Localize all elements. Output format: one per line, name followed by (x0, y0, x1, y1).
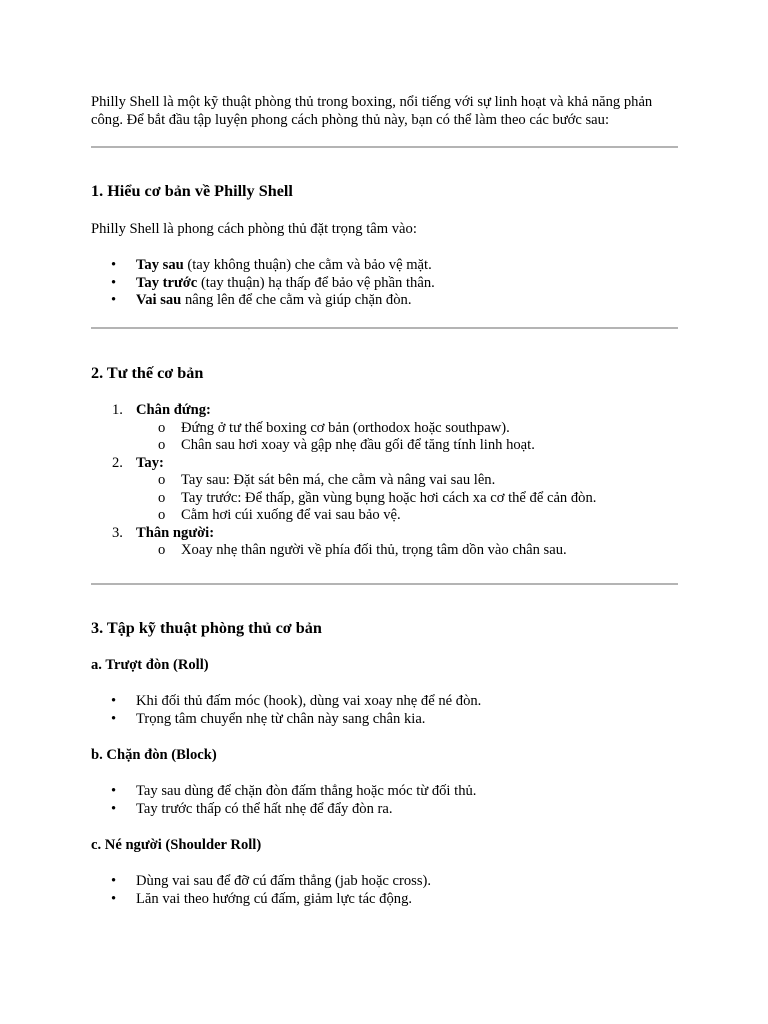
section-3-heading: 3. Tập kỹ thuật phòng thủ cơ bản (91, 619, 322, 637)
step-sublist (136, 472, 678, 525)
list-item: • Tay trước thấp có thể hất nhẹ để đẩy đòn ra. (91, 801, 678, 819)
subsection-c-title: c. Né người (Shoulder Roll) (91, 837, 262, 853)
divider (91, 583, 678, 585)
sub-item: o Tay trước: Để thấp, gần vùng bụng hoặc hơi cách xa cơ thể để cản đòn. (136, 490, 678, 508)
list-item: • Tay sau dùng để chặn đòn đấm thẳng hoặc móc từ đối thủ. (91, 783, 678, 801)
subsection-a-list (91, 693, 678, 728)
subsection-a-title: a. Trượt đòn (Roll) (91, 657, 209, 673)
section-2-steps (91, 402, 678, 560)
step-item (91, 455, 678, 525)
list-item: • Dùng vai sau để đỡ cú đấm thẳng (jab hoặc cross). (91, 873, 678, 891)
step-number: 2. (112, 454, 123, 471)
divider (91, 327, 678, 329)
term-description: (tay không thuận) che cằm và bảo vệ mặt. (183, 257, 432, 273)
list-item (91, 275, 678, 293)
step-title: Chân đứng: (136, 402, 211, 418)
step-item (91, 402, 678, 455)
list-item: • Lăn vai theo hướng cú đấm, giảm lực tác động. (91, 891, 678, 909)
term-description: (tay thuận) hạ thấp để bảo vệ phần thân. (197, 274, 435, 291)
step-sublist (136, 542, 678, 560)
term: Tay trước (136, 274, 198, 291)
section-1-lead: Philly Shell là phong cách phòng thủ đặt trọng tâm vào: (91, 221, 417, 237)
term: Vai sau (136, 292, 182, 308)
list-item (91, 257, 678, 275)
section-1-heading: 1. Hiểu cơ bản về Philly Shell (91, 182, 293, 200)
step-number: 1. (112, 402, 123, 418)
list-item: • Trọng tâm chuyển nhẹ từ chân này sang chân kia. (91, 711, 678, 729)
sub-item: o Tay sau: Đặt sát bên má, che cằm và nâng vai sau lên. (136, 472, 678, 490)
subsection-b-title: b. Chặn đòn (Block) (91, 747, 217, 763)
sub-item: o Đứng ở tư thế boxing cơ bản (orthodox hoặc southpaw). (136, 420, 678, 438)
term: Tay sau (136, 257, 184, 273)
intro-paragraph: Philly Shell là một kỹ thuật phòng thủ trong boxing, nổi tiếng với sự linh hoạt và khả năng phản công. Để bắt đầu tập luyện phong cách phòng thủ này, bạn có thể làm theo các bước sau: (91, 94, 653, 128)
list-item (91, 292, 678, 310)
step-item (91, 525, 678, 560)
step-title: Thân người: (136, 524, 215, 541)
term-description: nâng lên để che cằm và giúp chặn đòn. (181, 292, 412, 308)
subsection-c-list (91, 873, 678, 908)
subsection-b-list (91, 783, 678, 818)
sub-item: o Xoay nhẹ thân người về phía đối thủ, trọng tâm dồn vào chân sau. (136, 542, 678, 560)
step-sublist (136, 420, 678, 455)
section-2-heading: 2. Tư thế cơ bản (91, 364, 204, 382)
list-item: • Khi đối thủ đấm móc (hook), dùng vai xoay nhẹ để né đòn. (91, 693, 678, 711)
sub-item: o Cằm hơi cúi xuống để vai sau bảo vệ. (136, 507, 678, 525)
step-title: Tay: (136, 454, 164, 471)
step-number: 3. (112, 524, 123, 541)
divider (91, 146, 678, 148)
section-1-list (91, 257, 678, 310)
sub-item: o Chân sau hơi xoay và gập nhẹ đầu gối để tăng tính linh hoạt. (136, 437, 678, 455)
